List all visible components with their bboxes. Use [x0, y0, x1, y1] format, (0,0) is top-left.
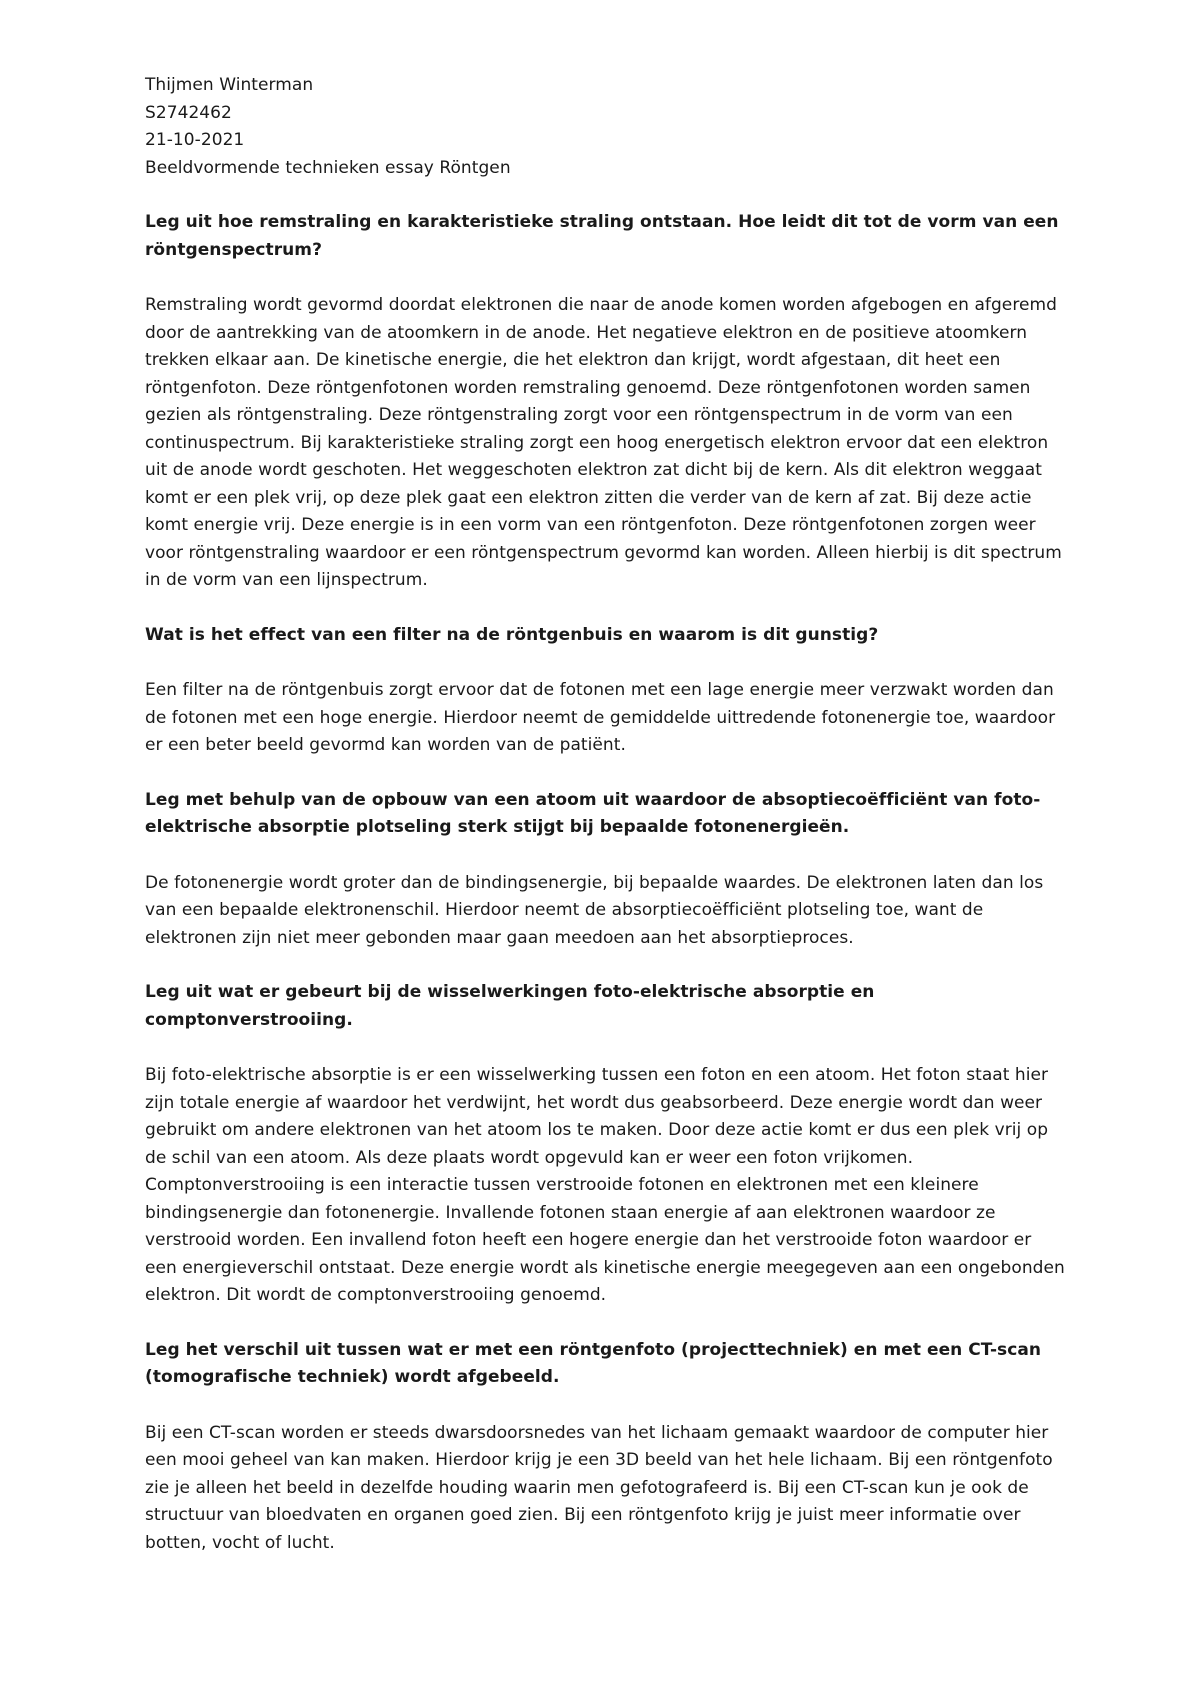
document-page — [145, 72, 1065, 1557]
question-1: Leg uit hoe remstraling en karakteristieke straling ontstaan. Hoe leidt dit tot de vorm van een röntgenspectrum? — [145, 212, 1059, 260]
student-number: S2742462 — [145, 102, 232, 123]
question-5: Leg het verschil uit tussen wat er met een röntgenfoto (projecttechniek) en met een CT-scan (tomografische techniek) wordt afgebeeld. — [145, 1339, 1042, 1387]
document-header — [145, 72, 1065, 182]
answer-2: Een filter na de röntgenbuis zorgt ervoor dat de fotonen met een lage energie meer verzwakt worden dan de fotonen met een hoge energie. Hierdoor neemt de gemiddelde uittredende fotonenergie toe, waardoor er een beter beeld gevormd kan worden van de patiënt. — [145, 680, 1056, 755]
section-4 — [145, 979, 1065, 1310]
author-name: Thijmen Winterman — [145, 75, 314, 95]
question-4: Leg uit wat er gebeurt bij de wisselwerkingen foto-elektrische absorptie en comptonverstrooiing. — [145, 982, 875, 1030]
answer-1: Remstraling wordt gevormd doordat elektronen die naar de anode komen worden afgebogen en afgeremd door de aantrekking van de atoomkern in de anode. Het negatieve elektron en de positieve atoomkern trekken elkaar aan. De kinetische energie, die het elektron dan krijgt, wordt afgestaan, dit heet een röntgenfoton. Deze röntgenfotonen worden remstraling genoemd. Deze röntgenfotonen worden samen gezien als röntgenstraling. Deze röntgenstraling zorgt voor een röntgenspectrum in de vorm van een continuspectrum. Bij karakteristieke straling zorgt een hoog energetisch elektron ervoor dat een elektron uit de anode wordt geschoten. Het weggeschoten elektron zat dicht bij de kern. Als dit elektron weggaat komt er een plek vrij, op deze plek gaat een elektron zitten die verder van de kern af zat. Bij deze actie komt energie vrij. Deze energie is in een vorm van een röntgenfoton. Deze röntgenfotonen zorgen weer voor röntgenstraling waardoor er een röntgenspectrum gevormd kan worden. Alleen hierbij is dit spectrum in de vorm van een lijnspectrum. — [145, 295, 1062, 590]
document-date: 21-10-2021 — [145, 130, 245, 150]
document-title: Beeldvormende technieken essay Röntgen — [145, 157, 511, 178]
question-2: Wat is het effect van een filter na de röntgenbuis en waarom is dit gunstig? — [145, 624, 879, 645]
section-2 — [145, 622, 1065, 760]
question-3: Leg met behulp van de opbouw van een atoom uit waardoor de absoptiecoëfficiënt van foto-elektrische absorptie plotseling sterk stijgt bij bepaalde fotonenergieën. — [145, 789, 1041, 837]
section-5 — [145, 1337, 1065, 1558]
section-3 — [145, 787, 1065, 953]
answer-4: Bij foto-elektrische absorptie is er een wisselwerking tussen een foton en een atoom. Het foton staat hier zijn totale energie af waardoor het verdwijnt, het wordt dus geabsorbeerd. Deze energie wordt dan weer gebruikt om andere elektronen van het atoom los te maken. Door deze actie komt er dus een plek vrij op de schil van een atoom. Als deze plaats wordt opgevuld kan er weer een foton vrijkomen. Comptonverstrooiing is een interactie tussen verstrooide fotonen en elektronen met een kleinere bindingsenergie dan fotonenergie. Invallende fotonen staan energie af aan elektronen waardoor ze verstrooid worden. Een invallend foton heeft een hogere energie dan het verstrooide foton waardoor er een energieverschil ontstaat. Deze energie wordt als kinetische energie meegegeven aan een ongebonden elektron. Dit wordt de comptonverstrooiing genoemd. — [145, 1065, 1065, 1305]
answer-5: Bij een CT-scan worden er steeds dwarsdoorsnedes van het lichaam gemaakt waardoor de computer hier een mooi geheel van kan maken. Hierdoor krijg je een 3D beeld van het hele lichaam. Bij een röntgenfoto zie je alleen het beeld in dezelfde houding waarin men gefotografeerd is. Bij een CT-scan kun je ook de structuur van bloedvaten en organen goed zien. Bij een röntgenfoto krijg je juist meer informatie over botten, vocht of lucht. — [145, 1422, 1053, 1553]
answer-3: De fotonenergie wordt groter dan de bindingsenergie, bij bepaalde waardes. De elektronen laten dan los van een bepaalde elektronenschil. Hierdoor neemt de absorptiecoëfficiënt plotseling toe, want de elektronen zijn niet meer gebonden maar gaan meedoen aan het absorptieproces. — [145, 872, 1044, 948]
section-1 — [145, 209, 1065, 595]
